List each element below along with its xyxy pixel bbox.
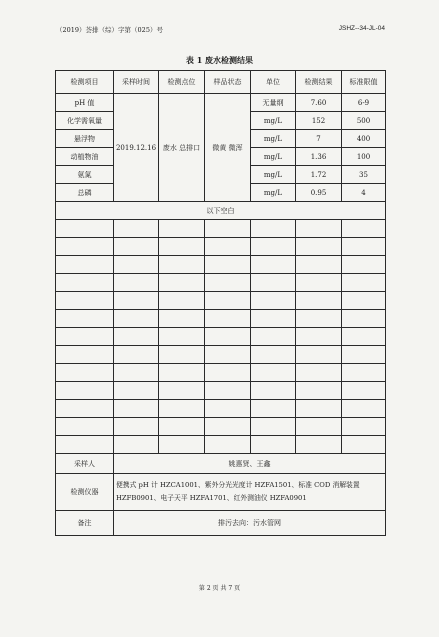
column-header: 检测点位 <box>159 71 205 94</box>
report-number: （2019）荟排（综）字第（025）号 <box>56 26 163 34</box>
sampler-row <box>56 454 386 474</box>
empty-row <box>56 238 386 256</box>
table-caption: 表 1 废水检测结果 <box>185 55 254 65</box>
instrument-label: 检测仪器 <box>56 474 114 511</box>
page-number: 第 2 页 共 7 页 <box>198 585 241 592</box>
empty-row <box>56 400 386 418</box>
empty-row <box>56 310 386 328</box>
column-header: 检测项目 <box>56 71 114 94</box>
table-row <box>56 94 386 112</box>
unit: mg/L <box>251 130 296 148</box>
blank-note: 以下空白 <box>56 202 386 220</box>
empty-row <box>56 220 386 238</box>
instrument-row <box>56 474 386 511</box>
sampler-value: 姚惠贤、王鑫 <box>114 454 386 474</box>
unit: mg/L <box>251 184 296 202</box>
empty-row <box>56 382 386 400</box>
test-item: pH 值 <box>56 94 114 112</box>
test-item: 悬浮物 <box>56 130 114 148</box>
standard-limit: 100 <box>342 148 386 166</box>
remark-label: 备注 <box>56 511 114 536</box>
empty-row <box>56 274 386 292</box>
column-header: 检测结果 <box>296 71 342 94</box>
sample-state: 微黄 微浑 <box>205 94 251 202</box>
standard-limit: 6-9 <box>342 94 386 112</box>
result: 0.95 <box>296 184 342 202</box>
result: 7 <box>296 130 342 148</box>
remark-row <box>56 511 386 536</box>
empty-row <box>56 256 386 274</box>
test-item: 化学需氧量 <box>56 112 114 130</box>
result: 1.72 <box>296 166 342 184</box>
empty-row <box>56 418 386 436</box>
blank-note-row <box>56 202 386 220</box>
sampling-location: 废水 总排口 <box>159 94 205 202</box>
test-item: 总磷 <box>56 184 114 202</box>
empty-row <box>56 328 386 346</box>
unit: mg/L <box>251 112 296 130</box>
result: 7.60 <box>296 94 342 112</box>
unit: 无量纲 <box>251 94 296 112</box>
result: 1.36 <box>296 148 342 166</box>
instrument-value: 便携式 pH 计 HZCA1001、紫外分光光度计 HZFA1501、标准 COD 消解装置 HZFB0901、电子天平 HZFA1701、红外测油仪 HZFA0901 <box>114 474 386 511</box>
document-code: JSHZ--34-JL-04 <box>338 25 385 32</box>
sample-time: 2019.12.16 <box>114 94 159 202</box>
standard-limit: 4 <box>342 184 386 202</box>
empty-row <box>56 346 386 364</box>
wastewater-results-table <box>55 70 386 536</box>
test-item: 氨氮 <box>56 166 114 184</box>
empty-row <box>56 364 386 382</box>
standard-limit: 500 <box>342 112 386 130</box>
column-header: 采样时间 <box>114 71 159 94</box>
header-row <box>56 71 386 94</box>
column-header: 样品状态 <box>205 71 251 94</box>
standard-limit: 35 <box>342 166 386 184</box>
unit: mg/L <box>251 166 296 184</box>
test-item: 动植物油 <box>56 148 114 166</box>
result: 152 <box>296 112 342 130</box>
empty-row <box>56 436 386 454</box>
standard-limit: 400 <box>342 130 386 148</box>
remark-value: 排污去向：污水管网 <box>114 511 386 536</box>
empty-row <box>56 292 386 310</box>
column-header: 单位 <box>251 71 296 94</box>
unit: mg/L <box>251 148 296 166</box>
sampler-label: 采样人 <box>56 454 114 474</box>
column-header: 标准限值 <box>342 71 386 94</box>
